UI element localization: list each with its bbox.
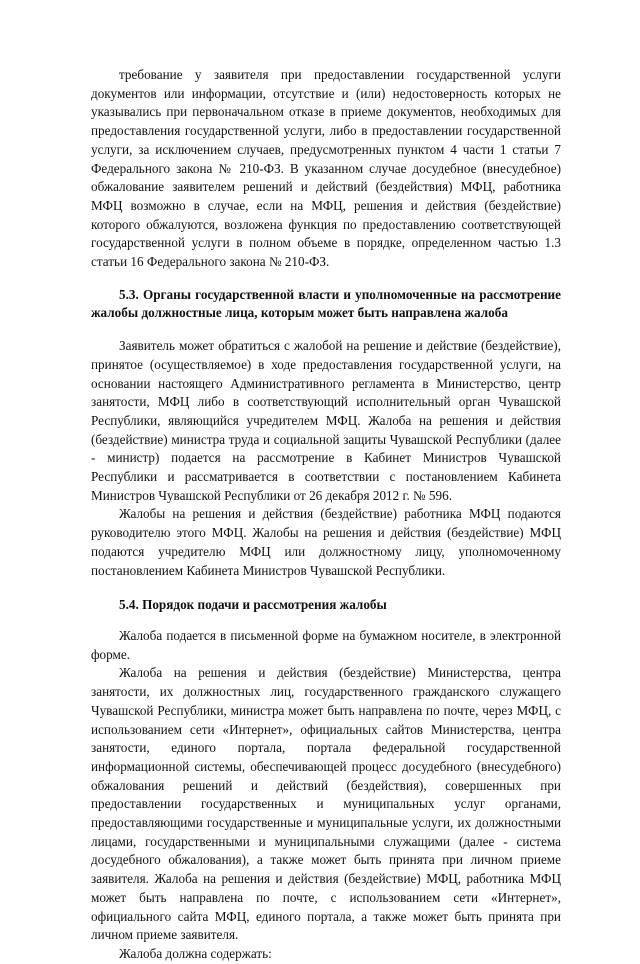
- section-5-3-paragraph-1: Заявитель может обратиться с жалобой на решение и действие (бездействие), принятое (осуществляемое) в ходе предоставления государственной услуги, на основании настоящего Административного регламента в Министерство, центр занятости, МФЦ либо в соответствующий исполнительный орган Чувашской Республики, являющийся учредителем МФЦ. Жалоба на решения и действия (бездействие) министра труда и социальной защиты Чувашской Республики (далее - министр) подается на рассмотрение в Кабинет Министров Чувашской Республики и рассматривается в соответствии с постановлением Кабинета Министров Чувашской Республики от 26 декабря 2012 г. № 596.: [91, 338, 561, 503]
- intro-paragraph: требование у заявителя при предоставлении государственной услуги документов или информации, отсутствие и (или) недостоверность которых не указывались при первоначальном отказе в приеме документов, необходимых для предоставления государственной услуги, либо в предоставлении государственной услуги, за исключением случаев, предусмотренных пунктом 4 части 1 статьи 7 Федерального закона № 210-ФЗ. В указанном случае досудебное (внесудебное) обжалование заявителем решений и действий (бездействия) МФЦ, работника МФЦ возможно в случае, если на МФЦ, решения и действия (бездействие) которого обжалуются, возложена функция по предоставлению соответствующей государственной услуги в полном объеме в порядке, определенном частью 1.3 статьи 16 Федерального закона № 210-ФЗ.: [91, 67, 561, 270]
- section-5-3-heading: 5.3. Органы государственной власти и уполномоченные на рассмотрение жалобы должностные лица, которым может быть направлена жалоба: [91, 286, 561, 321]
- document-page: [91, 66, 561, 964]
- section-5-4-heading: 5.4. Порядок подачи и рассмотрения жалобы: [119, 597, 387, 613]
- section-5-4-paragraph-3: Жалоба должна содержать:: [119, 945, 272, 961]
- section-5-3-paragraph-2: Жалобы на решения и действия (бездействие) работника МФЦ подаются руководителю этого МФЦ. Жалобы на решения и действия (бездействие) МФЦ подаются учредителю МФЦ или должностному лицу, уполномоченному постановлением Кабинета Министров Чувашской Республики.: [91, 506, 561, 578]
- section-5-4-paragraph-1: Жалоба подается в письменной форме на бумажном носителе, в электронной форме.: [91, 627, 561, 662]
- section-5-4-paragraph-2: Жалоба на решения и действия (бездействие) Министерства, центра занятости, их должностных лиц, государственного гражданского служащего Чувашской Республики, министра может быть направлена по почте, через МФЦ, с использованием сети «Интернет», официальных сайтов Министерства, центра занятости, единого портала, портала федеральной государственной информационной системы, обеспечивающей процесс досудебного (внесудебного) обжалования решений и действий (бездействия), совершенных при предоставлении государственных и муниципальных услуг органами, предоставляющими государственные и муниципальные услуги, их должностными лицами, государственными и муниципальными служащими (далее - система досудебного обжалования), а также может быть принята при личном приеме заявителя. Жалоба на решения и действия (бездействие) МФЦ, работника МФЦ может быть направлена по почте, с использованием сети «Интернет», официального сайта МФЦ, единого портала, а также может быть принята при личном приеме заявителя.: [91, 665, 561, 943]
